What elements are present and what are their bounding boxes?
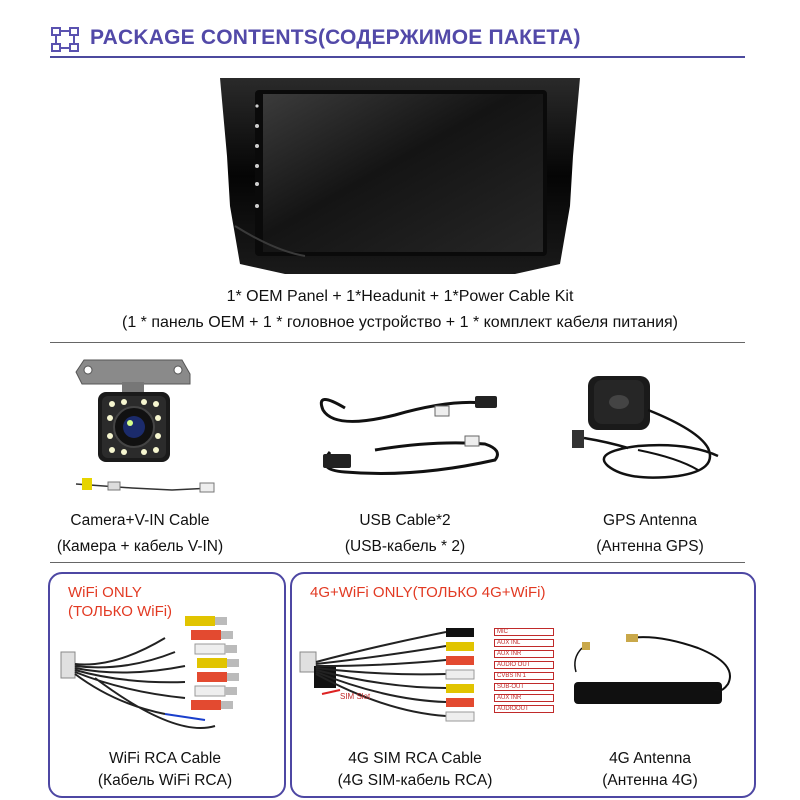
cable-label: MIC — [494, 628, 554, 636]
wifi-rca-cable-image — [55, 608, 275, 738]
wifi-only-tag: WiFi ONLY — [68, 584, 142, 601]
main-caption-en: 1* OEM Panel + 1*Headunit + 1*Power Cable Kit — [226, 288, 574, 305]
usb-caption-ru: (USB-кабель * 2) — [344, 538, 466, 555]
sim-slot-label: SIM Slot — [340, 692, 371, 701]
title-underline — [50, 56, 745, 58]
usb-cable-image — [315, 380, 505, 490]
4g-antenna-image — [568, 628, 748, 728]
4g-antenna-caption-en: 4G Antenna — [609, 750, 691, 767]
main-caption-ru: (1 * панель OEM + 1 * головное устройство + 1 * комплект кабеля питания) — [121, 314, 678, 331]
cable-label: AUX INR — [494, 694, 554, 702]
cable-label: AUX INR — [494, 650, 554, 658]
camera-cable-image — [72, 352, 222, 507]
4g-antenna-caption-ru: (Антенна 4G) — [602, 772, 698, 789]
page-title: PACKAGE CONTENTS(СОДЕРЖИМОЕ ПАКЕТА) — [90, 26, 581, 49]
grid-logo-icon — [50, 26, 82, 54]
gps-caption-en: GPS Antenna — [603, 512, 697, 529]
cable-label: AUX INL — [494, 639, 554, 647]
wifi-only-tag-ru: (ТОЛЬКО WiFi) — [68, 603, 173, 620]
wifi-caption-ru: (Кабель WiFi RCA) — [97, 772, 233, 789]
wifi-caption-en: WiFi RCA Cable — [109, 750, 221, 767]
4g-wifi-only-tag: 4G+WiFi ONLY(ТОЛЬКО 4G+WiFi) — [310, 584, 546, 601]
4g-sim-caption-en: 4G SIM RCA Cable — [348, 750, 482, 767]
gps-antenna-image — [568, 370, 733, 490]
cable-label: AUDIOOUT — [494, 705, 554, 713]
camera-caption-ru: (Камера + кабель V-IN) — [56, 538, 224, 555]
divider — [50, 562, 745, 563]
4g-sim-rca-cable-image — [296, 606, 526, 736]
divider — [50, 342, 745, 343]
camera-caption-en: Camera+V-IN Cable — [70, 512, 210, 529]
head-unit-image — [215, 76, 585, 281]
usb-caption-en: USB Cable*2 — [359, 512, 451, 529]
gps-caption-ru: (Антенна GPS) — [596, 538, 704, 555]
cable-label: SUB-OUT — [494, 683, 554, 691]
4g-sim-caption-ru: (4G SIM-кабель RCA) — [337, 772, 493, 789]
cable-label: AUDIO OUT — [494, 661, 554, 669]
cable-label-list — [494, 628, 554, 716]
cable-label: CVBS IN 1 — [494, 672, 554, 680]
